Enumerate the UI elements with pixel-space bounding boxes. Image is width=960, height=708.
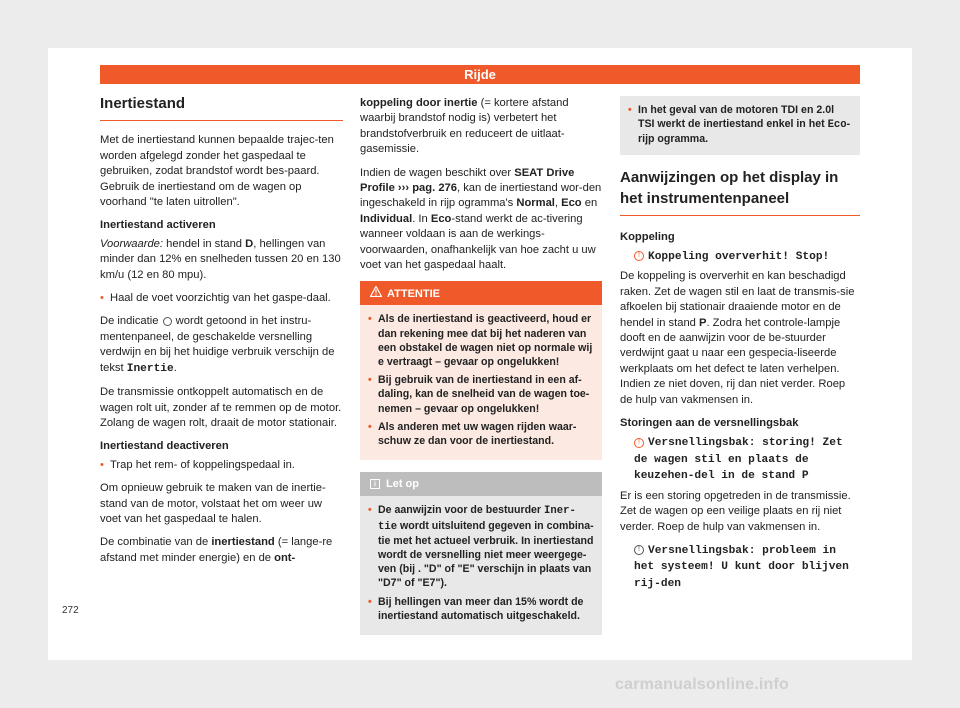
reuse-paragraph: Om opnieuw gebruik te maken van de inertie-stand van de motor, volstaat het om weer uw voet van het gaspedaal te halen.	[100, 482, 326, 525]
warning-item: • Als de inertiestand is geactiveerd, houd er dan rekening mee dat bij het naderen van een obstakel de wagen niet op normale wij e vertraagt – gevaar op ongelukken!	[368, 312, 594, 369]
gearbox-problem-text: Versnellingsbak: probleem in het systeem! U kunt door blijven rij-den	[634, 544, 849, 590]
combination-paragraph	[100, 535, 343, 566]
clutch-paragraph	[620, 269, 860, 408]
precondition-label: Voorwaarde:	[100, 237, 164, 250]
section-title: Inertiestand	[100, 96, 343, 121]
indicator-paragraph	[100, 314, 343, 377]
alert-circle-icon: !	[634, 251, 644, 261]
note-item1-mono: Iner-tie	[378, 505, 576, 533]
mode-individual: Individual	[360, 212, 413, 225]
drive-in: . In	[412, 212, 431, 225]
gearbox-problem-message	[620, 543, 860, 592]
precondition-paragraph	[100, 237, 343, 283]
warning-label: ATTENTIE	[387, 288, 440, 301]
column-3	[620, 96, 860, 600]
info-box	[620, 96, 860, 155]
column-1	[100, 96, 343, 574]
drive-profile-bold: SEAT Drive Profile	[360, 166, 575, 195]
note-header	[360, 472, 602, 496]
drive-en: en	[581, 197, 598, 210]
drive-text-c: -stand werkt de ac-tivering wanneer voldaan is aan de werkings-voorwaarden, onafhankelijk van hoe zacht u uw voet van het gaspedaal haalt.	[360, 212, 596, 272]
display-section-title: Aanwijzingen op het display in het instrumentenpaneel	[620, 167, 860, 216]
clutch-message	[620, 249, 860, 265]
combination-bold: inertiestand	[211, 536, 275, 549]
continuation-bold: koppeling door inertie	[360, 97, 478, 109]
note-item	[368, 503, 594, 590]
gearbox-heading: Storingen aan de versnellingsbak	[620, 417, 799, 430]
inertie-display-text: Inertie	[126, 362, 174, 375]
note-box	[360, 472, 602, 635]
clutch-text-a: De koppeling is oververhit en kan beschadigd raken. Zet de wagen stil en laat de transmis-sie afkoelen bij stationair draaiende motor en de hendel in stand	[620, 270, 855, 329]
gear-d: D	[245, 237, 254, 250]
page-reference-link[interactable]: ››› pag. 276	[394, 182, 457, 195]
mode-eco: Eco	[561, 197, 582, 210]
clutch-text-b: . Zodra het controle-lampje dooft en de aanwijzin voor de be-stuurder verdwijnt gaat u naar een gespecia-liseerde werkplaats om het defect te laten verhelpen. Indien ze niet doven, rij dan niet verder. Roep de hulp van vakmensen in.	[620, 316, 846, 406]
clutch-heading: Koppeling	[620, 230, 675, 243]
info-text-a: In het geval van de motoren TDI en 2.0l TSI werkt de inertiestand enkel in het	[638, 104, 835, 131]
gearbox-paragraph: Er is een storing opgetreden in de transmissie. Zet de wagen op een veilige plaats en rij niet verder. Roep de hulp van vakmensen in.	[620, 489, 851, 533]
info-text-b: -rijp ogramma.	[638, 118, 851, 146]
indicator-text-b: wordt getoond in het instru-mentenpaneel, de geschakelde versnelling verdwijn en bij het huidige verbruik verschijn de tekst	[100, 315, 335, 374]
combination-text-a: De combinatie van de	[100, 536, 212, 549]
combination-text-b: (= lange-re afstand met minder energie) en de	[100, 536, 333, 564]
note-item1-text-b: wordt uitsluitend gegeven in combina-tie met het actueel verbruik. In inertiestand wordt de versnelling niet meer weergege-ven (bij . "D" of "E" verschijn in plaats van "D7" of "E7").	[378, 519, 594, 590]
warning-box	[360, 281, 602, 460]
activate-heading: Inertiestand activeren	[100, 219, 216, 232]
info-eco: Eco	[827, 119, 847, 132]
warning-item: • Als anderen met uw wagen rijden waar-schuw ze dan voor de inertiestand.	[368, 420, 594, 448]
section-header: Rijde	[100, 65, 860, 84]
note-icon: i	[370, 479, 380, 489]
note-item: • Bij hellingen van meer dan 15% wordt de inertiestand automatisch uitgeschakeld.	[368, 595, 594, 623]
mode-normal: Normal	[516, 197, 555, 210]
continuation-paragraph	[360, 96, 602, 158]
combination-text-c: ont-	[274, 551, 296, 564]
indicator-text-c: .	[173, 361, 177, 374]
drive-profile-paragraph	[360, 166, 602, 274]
precondition-text-b: , hellingen van minder dan 12% en snelheden tussen 20 en 130 km/u (12 en 80 mpu).	[100, 237, 341, 281]
warning-item: • Bij gebruik van de inertiestand in een af-daling, kan de snelheid van de wagen toe-nemen – gevaar op ongelukken!	[368, 373, 594, 416]
transmission-paragraph: De transmissie ontkoppelt automatisch en de wagen rolt uit, zonder af te remmen op de motor. Zolang de wagen rolt, draait de motor stationair.	[100, 386, 342, 429]
drive-text-b: , kan de inertiestand wor-den ingeschakeld in rijp ogramma's	[360, 182, 602, 210]
mode-eco-2: Eco	[430, 212, 452, 225]
watermark: carmanualsonline.info	[615, 676, 790, 693]
deactivate-heading: Inertiestand deactiveren	[100, 440, 229, 453]
note-body	[360, 496, 602, 635]
gear-p: P	[699, 316, 707, 329]
clutch-message-text: Koppeling oververhit! Stop!	[648, 251, 830, 264]
drive-comma: ,	[554, 197, 559, 210]
column-2	[360, 96, 602, 635]
continuation-text: (= kortere afstand waarbij brandstof nodig is) verbetert het brandstofverbruik en reduceert de uitlaat-gasemissie.	[360, 97, 569, 156]
alert-circle-icon: !	[634, 438, 644, 448]
warning-body	[360, 305, 602, 460]
precondition-text-a: hendel in stand	[163, 237, 246, 250]
note-item1-text-a: De aanwijzin voor de bestuurder	[378, 504, 545, 517]
warning-triangle-icon	[370, 286, 382, 301]
info-item	[628, 103, 852, 147]
note-label: Let op	[386, 478, 419, 491]
indicator-text-a: De indicatie	[100, 315, 162, 328]
bullet-press-pedal: • Trap het rem- of koppelingspedaal in.	[100, 458, 343, 473]
intro-paragraph: Met de inertiestand kunnen bepaalde trajec-ten worden afgelegd zonder het gaspedaal te gebruiken, zodat brandstof wordt bes-paard. Gebruik de inertiestand om de wagen op voorhand "te laten uitrollen".	[100, 134, 334, 209]
page-number: 272	[62, 605, 79, 616]
alert-circle-icon: !	[634, 545, 644, 555]
bullet-release-pedal: • Haal de voet voorzichtig van het gaspe-daal.	[100, 291, 343, 306]
gearbox-fault-text: Versnellingsbak: storing! Zet de wagen stil en plaats de keuzehen-del in de stand P	[634, 437, 843, 483]
drive-text-a: Indien de wagen beschikt over	[360, 166, 515, 179]
gearbox-fault-message	[620, 435, 860, 484]
coasting-indicator-icon	[163, 317, 172, 326]
warning-header	[360, 281, 602, 305]
